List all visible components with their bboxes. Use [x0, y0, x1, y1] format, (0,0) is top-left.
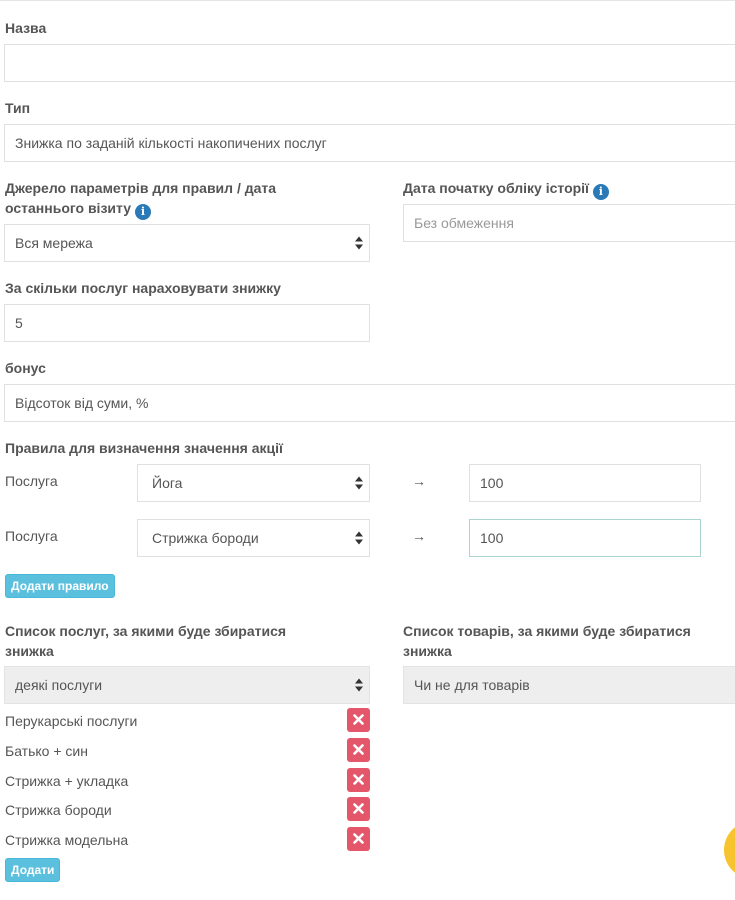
service-name: Стрижка + укладка: [5, 773, 129, 789]
rule-row-label: Послуга: [5, 528, 58, 544]
bonus-input[interactable]: Відсоток від суми, %: [4, 384, 735, 422]
delete-service-button[interactable]: [347, 708, 370, 732]
rule-value-input[interactable]: 100: [469, 464, 701, 502]
close-icon: [353, 833, 364, 844]
services-list-label-line1: Список послуг, за якими буде збиратися: [5, 623, 287, 639]
info-icon[interactable]: i: [593, 184, 609, 200]
delete-service-button[interactable]: [347, 797, 370, 821]
add-service-button[interactable]: Додати: [5, 858, 60, 882]
right-arrow-icon: →: [412, 473, 426, 489]
rule-row-label: Послуга: [5, 473, 58, 489]
goods-list-label-line2: знижка: [403, 643, 452, 659]
name-input[interactable]: [4, 44, 735, 82]
list-item: [5, 708, 370, 734]
close-icon: [353, 803, 364, 814]
rule-service-value: Йога: [152, 475, 183, 491]
chat-widget-button[interactable]: [724, 821, 735, 879]
services-count-input[interactable]: 5: [4, 304, 370, 342]
rule-service-select[interactable]: [137, 464, 370, 502]
select-arrows-icon: [355, 237, 363, 250]
services-count-label: За скільки послуг нараховувати знижку: [5, 280, 281, 296]
services-list-label-line2: знижка: [5, 643, 54, 659]
select-arrows-icon: [355, 679, 363, 692]
params-source-label: [5, 178, 345, 220]
rule-service-select[interactable]: [137, 519, 370, 557]
service-name: Батько + син: [5, 743, 88, 759]
select-arrows-icon: [355, 532, 363, 545]
goods-list-label-line1: Список товарів, за якими буде збиратися: [403, 623, 691, 639]
delete-service-button[interactable]: [347, 768, 370, 792]
goods-list-select[interactable]: Чи не для товарів: [403, 666, 735, 704]
goods-list-label: [403, 621, 735, 661]
params-source-label-line2: останнього візиту: [5, 200, 132, 216]
history-start-input[interactable]: Без обмеження: [403, 204, 735, 242]
list-item: [5, 797, 370, 823]
rules-label: Правила для визначення значення акції: [5, 440, 283, 456]
list-item: [5, 768, 370, 794]
list-item: [5, 827, 370, 853]
params-source-label-line1: Джерело параметрів для правил / дата: [5, 180, 277, 196]
select-arrows-icon: [355, 477, 363, 490]
list-item: [5, 738, 370, 764]
bonus-label: бонус: [5, 360, 46, 376]
close-icon: [353, 774, 364, 785]
service-name: Стрижка бороди: [5, 802, 112, 818]
close-icon: [353, 714, 364, 725]
services-list-label: [5, 621, 345, 661]
close-icon: [353, 744, 364, 755]
params-source-value: Вся мережа: [15, 235, 93, 251]
type-label: Тип: [5, 100, 31, 116]
history-start-label: [403, 178, 609, 200]
rule-service-value: Стрижка бороди: [152, 530, 259, 546]
info-icon[interactable]: i: [135, 204, 151, 220]
type-input[interactable]: Знижка по заданій кількості накопичених послуг: [4, 124, 735, 162]
delete-service-button[interactable]: [347, 738, 370, 762]
history-start-label-text: Дата початку обліку історії: [403, 180, 589, 196]
services-list-select-value: деякі послуги: [15, 677, 103, 693]
rule-value-input[interactable]: 100: [469, 519, 701, 557]
params-source-select[interactable]: [4, 224, 370, 262]
delete-service-button[interactable]: [347, 827, 370, 851]
service-name: Перукарські послуги: [5, 713, 138, 729]
add-rule-button[interactable]: Додати правило: [5, 574, 115, 598]
right-arrow-icon: →: [412, 528, 426, 544]
name-label: Назва: [5, 20, 47, 36]
service-name: Стрижка модельна: [5, 832, 129, 848]
services-list-select[interactable]: [4, 666, 370, 704]
